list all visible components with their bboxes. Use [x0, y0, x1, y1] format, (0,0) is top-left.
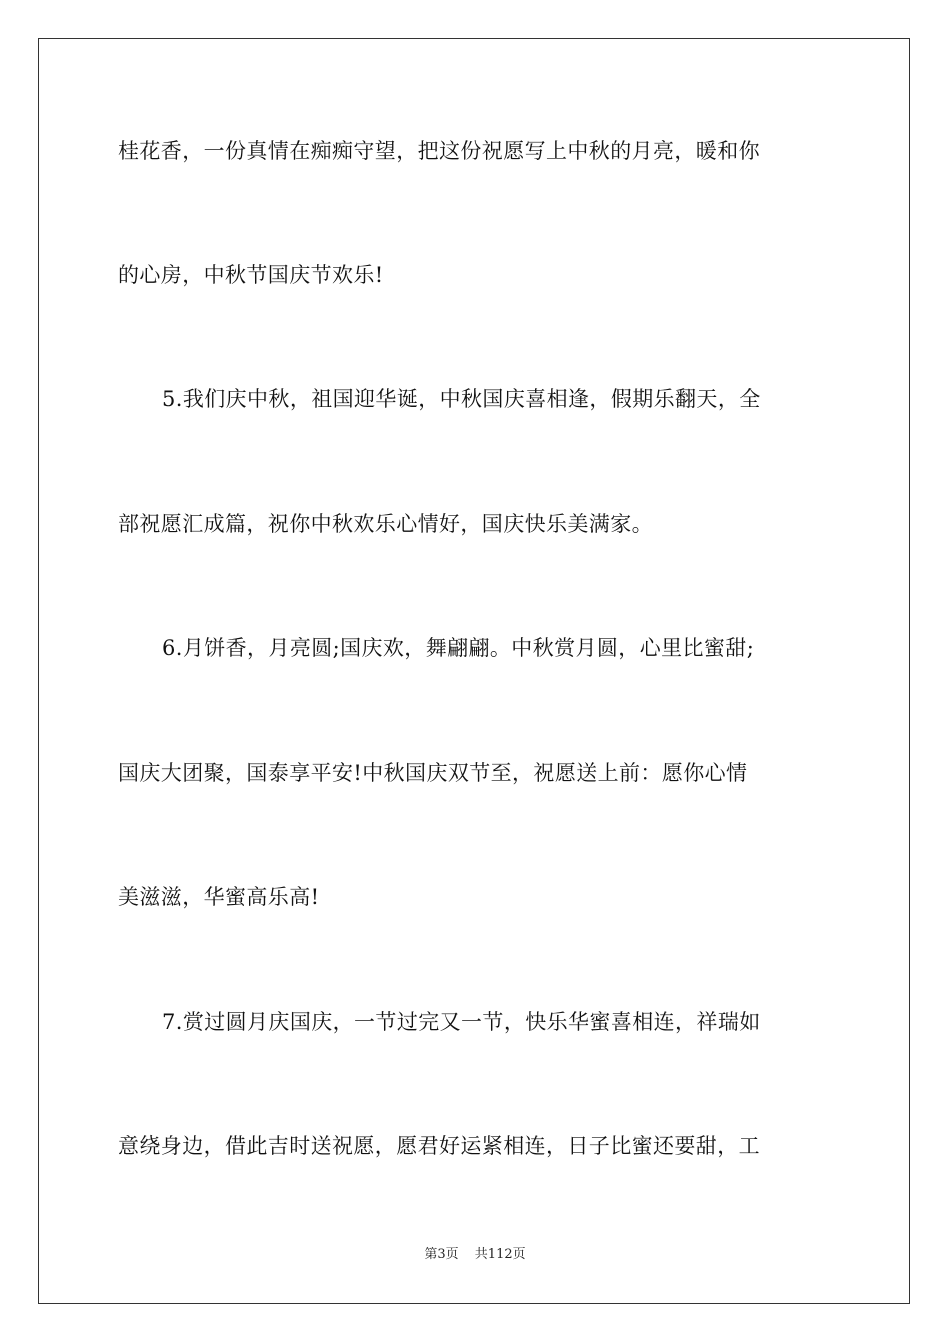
text-line: 国庆大团聚，国泰享平安!中秋国庆双节至，祝愿送上前：愿你心情 [118, 761, 748, 785]
paragraph-6-start: 6.月饼香，月亮圆;国庆欢，舞翩翩。中秋赏月圆，心里比蜜甜; [162, 636, 755, 660]
text-line: 部祝愿汇成篇，祝你中秋欢乐心情好，国庆快乐美满家。 [118, 512, 653, 536]
paragraph-7-start: 7.赏过圆月庆国庆，一节过完又一节，快乐华蜜喜相连，祥瑞如 [162, 1010, 761, 1034]
page-number: 第3页 [424, 1247, 459, 1262]
text-line: 美滋滋，华蜜高乐高! [118, 885, 320, 909]
page-footer [0, 1246, 950, 1264]
page-border [38, 38, 910, 1304]
page-total: 共112页 [474, 1247, 526, 1262]
text-line: 桂花香，一份真情在痴痴守望，把这份祝愿写上中秋的月亮，暖和你 [118, 139, 760, 163]
text-line: 意绕身边，借此吉时送祝愿，愿君好运紧相连，日子比蜜还要甜，工 [118, 1134, 760, 1158]
paragraph-5-start: 5.我们庆中秋，祖国迎华诞，中秋国庆喜相逢，假期乐翻天，全 [162, 387, 761, 411]
text-line: 的心房，中秋节国庆节欢乐! [118, 263, 384, 287]
